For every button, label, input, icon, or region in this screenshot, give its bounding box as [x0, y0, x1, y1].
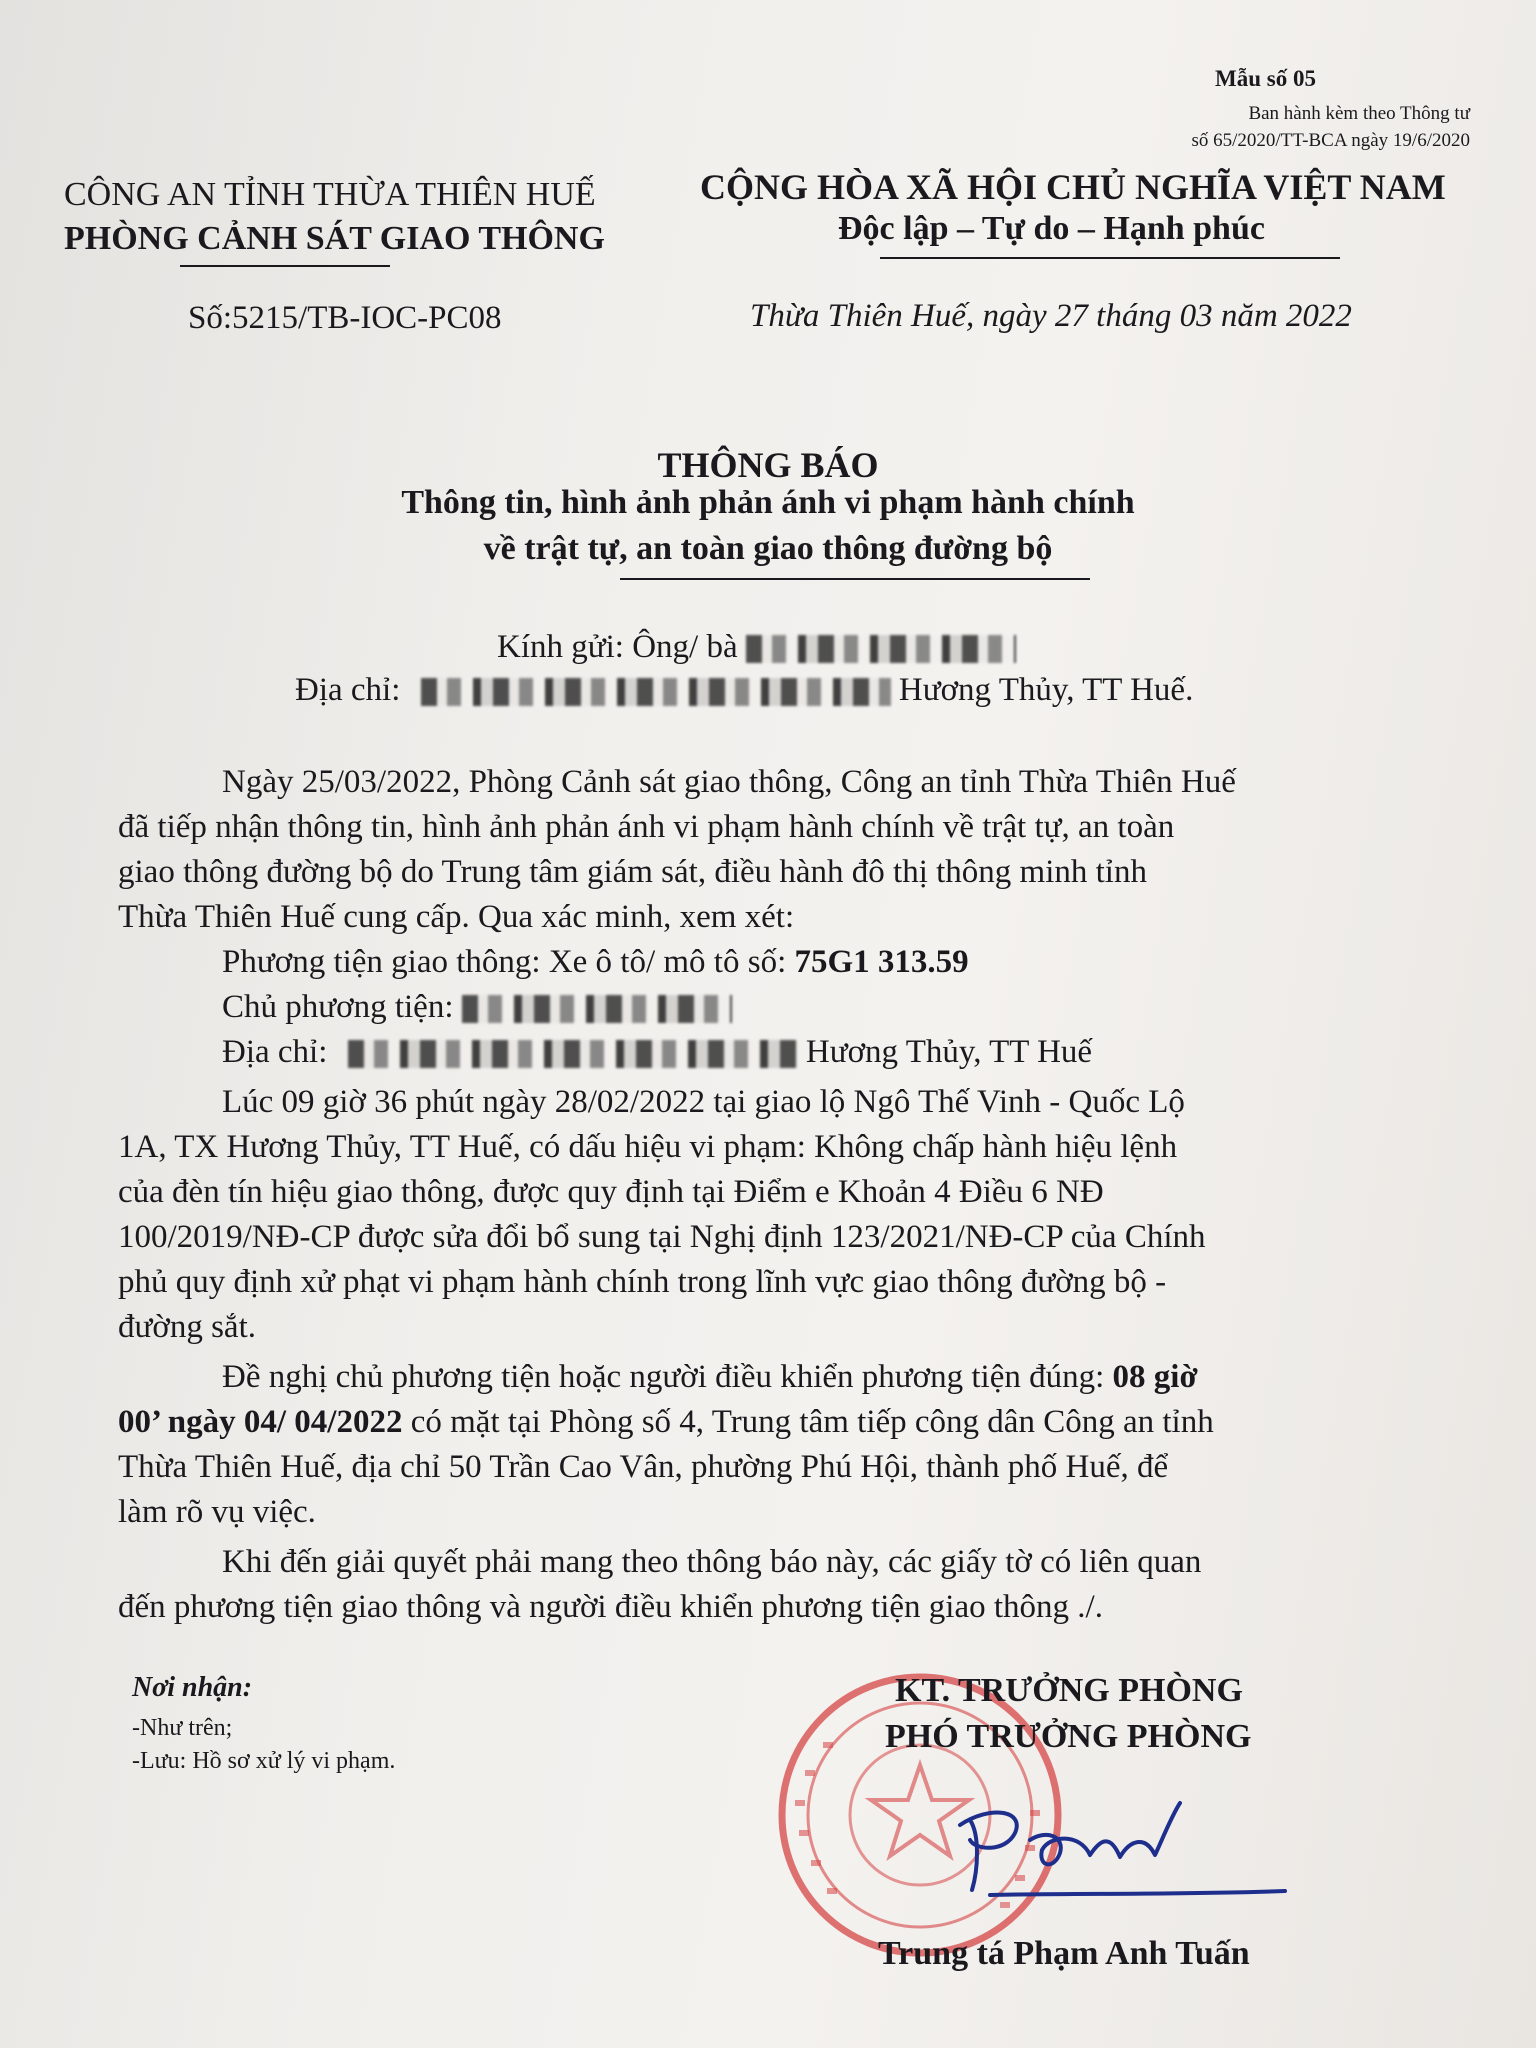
recipient-label: Kính gửi: Ông/ bà: [497, 629, 738, 665]
signer-name: Trung tá Phạm Anh Tuấn: [878, 1935, 1250, 1972]
redacted-owner-address: [348, 1040, 798, 1068]
signature: [950, 1795, 1290, 1905]
para3-line2: [118, 1400, 1214, 1445]
recipient-line: [497, 625, 1016, 670]
para3-line2-text: có mặt tại Phòng số 4, Trung tâm tiếp công dân Công an tỉnh: [410, 1404, 1214, 1440]
document-title: THÔNG BÁO: [657, 445, 879, 485]
para2-line6: đường sắt.: [118, 1309, 256, 1345]
owner-label: Chủ phương tiện:: [222, 989, 454, 1025]
recipients-heading: Nơi nhận:: [132, 1672, 253, 1703]
appointment-hour: 08 giờ: [1112, 1359, 1198, 1395]
recipient-address-tail: Hương Thủy, TT Huế.: [898, 672, 1194, 708]
org-name: CÔNG AN TỈNH THỪA THIÊN HUẾ: [64, 176, 596, 213]
recipient-address-line: [295, 668, 1193, 713]
org-department: PHÒNG CẢNH SÁT GIAO THÔNG: [64, 220, 605, 257]
para2-line4: 100/2019/NĐ-CP được sửa đổi bổ sung tại Nghị định 123/2021/NĐ-CP của Chính: [118, 1219, 1206, 1255]
para1-line3: giao thông đường bộ do Trung tâm giám sát, điều hành đô thị thông minh tỉnh: [118, 854, 1147, 890]
para2-line2: 1A, TX Hương Thủy, TT Huế, có dấu hiệu vi phạm: Không chấp hành hiệu lệnh: [118, 1129, 1178, 1165]
para1-line4: Thừa Thiên Huế cung cấp. Qua xác minh, xem xét:: [118, 899, 795, 935]
issued-note: [1191, 100, 1470, 154]
owner-address-tail: Hương Thủy, TT Huế: [805, 1034, 1093, 1070]
redacted-name: [746, 635, 1016, 663]
place-date: Thừa Thiên Huế, ngày 27 tháng 03 năm 2022: [750, 298, 1352, 334]
signer-title-1: KT. TRƯỞNG PHÒNG: [895, 1672, 1243, 1709]
para3-line4: làm rõ vụ việc.: [118, 1494, 316, 1530]
national-title: CỘNG HÒA XÃ HỘI CHỦ NGHĨA VIỆT NAM: [700, 167, 1446, 207]
para2-line5: phủ quy định xử phạt vi phạm hành chính trong lĩnh vực giao thông đường bộ -: [118, 1264, 1167, 1300]
para2-line3: của đèn tín hiệu giao thông, được quy định tại Điểm e Khoản 4 Điều 6 NĐ: [118, 1174, 1104, 1210]
issued-line-2: số 65/2020/TT-BCA ngày 19/6/2020: [1191, 130, 1470, 151]
vehicle-line: [222, 940, 969, 985]
owner-address-line: [222, 1030, 1092, 1075]
para4-line1: Khi đến giải quyết phải mang theo thông báo này, các giấy tờ có liên quan: [222, 1544, 1202, 1580]
document-subtitle-1: Thông tin, hình ảnh phản ánh vi phạm hành chính: [401, 484, 1135, 521]
org-underline: [180, 265, 390, 267]
document-subtitle-2: về trật tự, an toàn giao thông đường bộ: [483, 530, 1053, 567]
document-number: Số:5215/TB-IOC-PC08: [188, 300, 502, 336]
para3-line1-text: Đề nghị chủ phương tiện hoặc người điều khiển phương tiện đúng:: [222, 1359, 1105, 1395]
owner-address-label: Địa chỉ:: [222, 1034, 328, 1070]
form-number: Mẫu số 05: [1215, 66, 1316, 91]
vehicle-label: Phương tiện giao thông: Xe ô tô/ mô tô số:: [222, 944, 787, 980]
redacted-owner: [462, 995, 732, 1023]
national-motto: Độc lập – Tự do – Hạnh phúc: [838, 210, 1265, 247]
para1-line2: đã tiếp nhận thông tin, hình ảnh phản ánh vi phạm hành chính về trật tự, an toàn: [118, 809, 1175, 845]
para1-line1: Ngày 25/03/2022, Phòng Cảnh sát giao thông, Công an tỉnh Thừa Thiên Huế: [222, 764, 1236, 800]
issued-line-1: Ban hành kèm theo Thông tư: [1248, 103, 1470, 124]
appointment-date: 00’ ngày 04/ 04/2022: [118, 1404, 403, 1440]
signer-title-2: PHÓ TRƯỞNG PHÒNG: [885, 1718, 1252, 1755]
para3-line1: [222, 1355, 1198, 1400]
subtitle-underline: [620, 578, 1090, 580]
recipient-address-label: Địa chỉ:: [295, 672, 401, 708]
recipient-item-2: -Lưu: Hồ sơ xử lý vi phạm.: [132, 1748, 396, 1774]
motto-underline: [880, 257, 1340, 259]
para3-line3: Thừa Thiên Huế, địa chỉ 50 Trần Cao Vân, phường Phú Hội, thành phố Huế, để: [118, 1449, 1169, 1485]
recipient-item-1: -Như trên;: [132, 1715, 233, 1741]
para4-line2: đến phương tiện giao thông và người điều khiển phương tiện giao thông ./.: [118, 1589, 1103, 1625]
para2-line1: Lúc 09 giờ 36 phút ngày 28/02/2022 tại giao lộ Ngô Thế Vinh - Quốc Lộ: [222, 1084, 1185, 1120]
redacted-address: [421, 678, 891, 706]
owner-line: [222, 985, 732, 1030]
vehicle-plate: 75G1 313.59: [794, 944, 969, 980]
